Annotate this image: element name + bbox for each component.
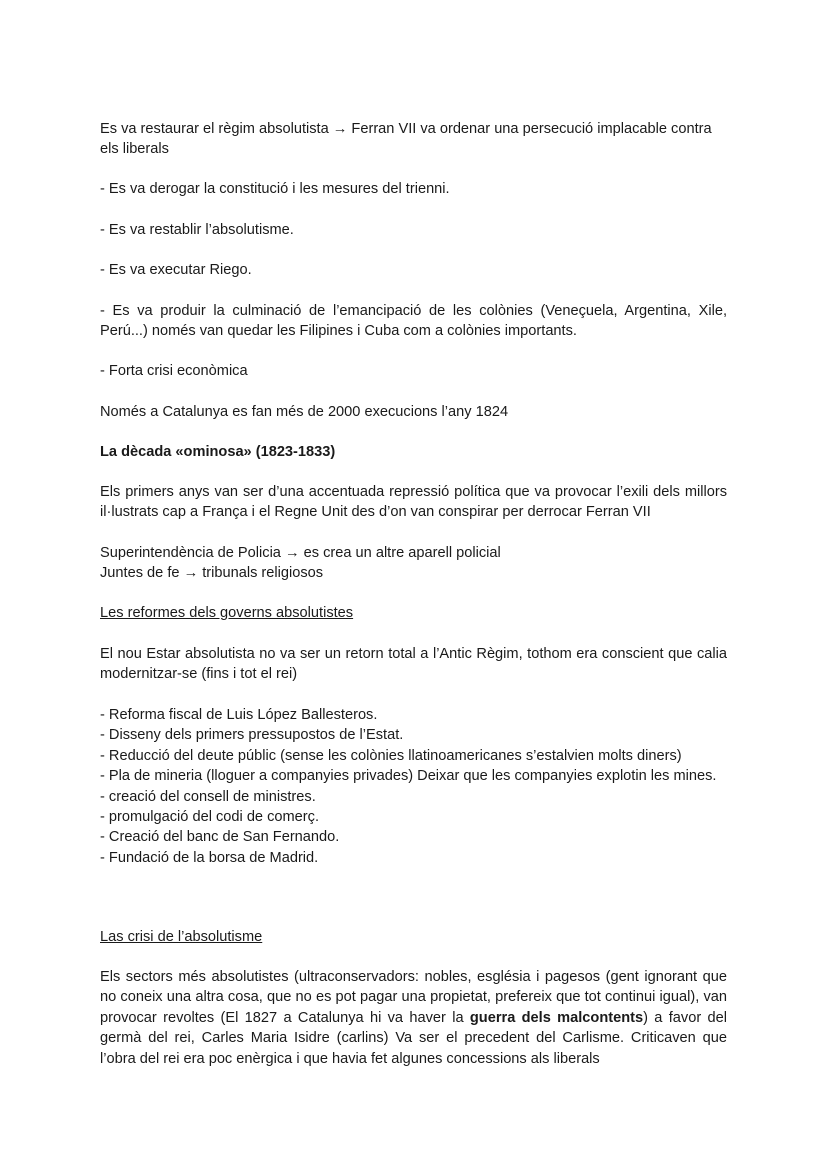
crisis-text: Els sectors més absolutistes (ultraconservadors: nobles, església i pagesos (gent ignorant que no coneix una altra cosa, que no es pot pagar una propietat, prefereix que tot continui igual), van provocar revoltes (El 1827 a Catalunya hi va haver la [100,969,727,1026]
consequence-item: - Es va derogar la constitució i les mesures del trienni. [100,181,450,197]
ominosa-paragraph: Els primers anys van ser d’una accentuada repressió política que va provocar l’exili dels millors il·lustrats cap a França i el Regne Unit des d’on van conspirar per derrocar Ferran VII [100,484,727,521]
reform-item: - Reforma fiscal de Luis López Ballesteros. [100,707,378,723]
consequence-item: - Es va executar Riego. [100,262,252,278]
crisis-text: ) a favor del germà del rei, Carles Maria Isidre (carlins) Va ser el precedent del Carlisme. Criticaven que l’obra del rei era poc enèrgica i que havia fet algunes concessions als liberals [100,1009,727,1067]
ominosa-institutions [100,543,727,584]
reform-item: - Disseny dels primers pressupostos de l’Estat. [100,727,404,744]
crisis-bold-term: guerra dels malcontents [469,1009,644,1026]
section-heading-crisis: Las crisi de l’absolutisme [100,929,263,945]
consequence-item: - Es va restablir l’absolutisme. [100,222,294,238]
section-heading-reforms: Les reformes dels governs absolutistes [100,605,354,621]
reform-item: - Fundació de la borsa de Madrid. [100,849,319,866]
reforms-paragraph: El nou Estar absolutista no va ser un retorn total a l’Antic Règim, tothom era conscient que calia modernitzar-se (fins i tot el rei) [100,646,727,683]
reform-item: - Reducció del deute públic (sense les colònies llatinoamericanes s’estalvien molts diners) [100,747,682,764]
reforms-list [100,705,727,868]
reform-item: - Pla de mineria (lloguer a companyies privades) Deixar que les companyies explotin les mines. [100,768,717,785]
reform-item: - promulgació del codi de comerç. [100,809,320,826]
institution-line: Superintendència de Policia → es crea un altre aparell policial [100,545,501,561]
reform-item: - creació del consell de ministres. [100,788,316,805]
consequence-item: - Forta crisi econòmica [100,363,248,379]
executions-note: Només a Catalunya es fan més de 2000 execucions l’any 1824 [100,404,509,420]
section-heading-ominosa: La dècada «ominosa» (1823-1833) [100,444,336,460]
consequence-item: - Es va produir la culminació de l’emancipació de les colònies (Veneçuela, Argentina, Xile, Perú...) només van quedar les Filipines i Cuba com a colònies importants. [100,303,727,340]
reform-item: - Creació del banc de San Fernando. [100,829,340,846]
crisis-paragraph [100,967,727,1069]
intro-paragraph: Es va restaurar el règim absolutista → Ferran VII va ordenar una persecució implacable contra els liberals [100,121,712,158]
institution-line: Juntes de fe → tribunals religiosos [100,565,324,582]
